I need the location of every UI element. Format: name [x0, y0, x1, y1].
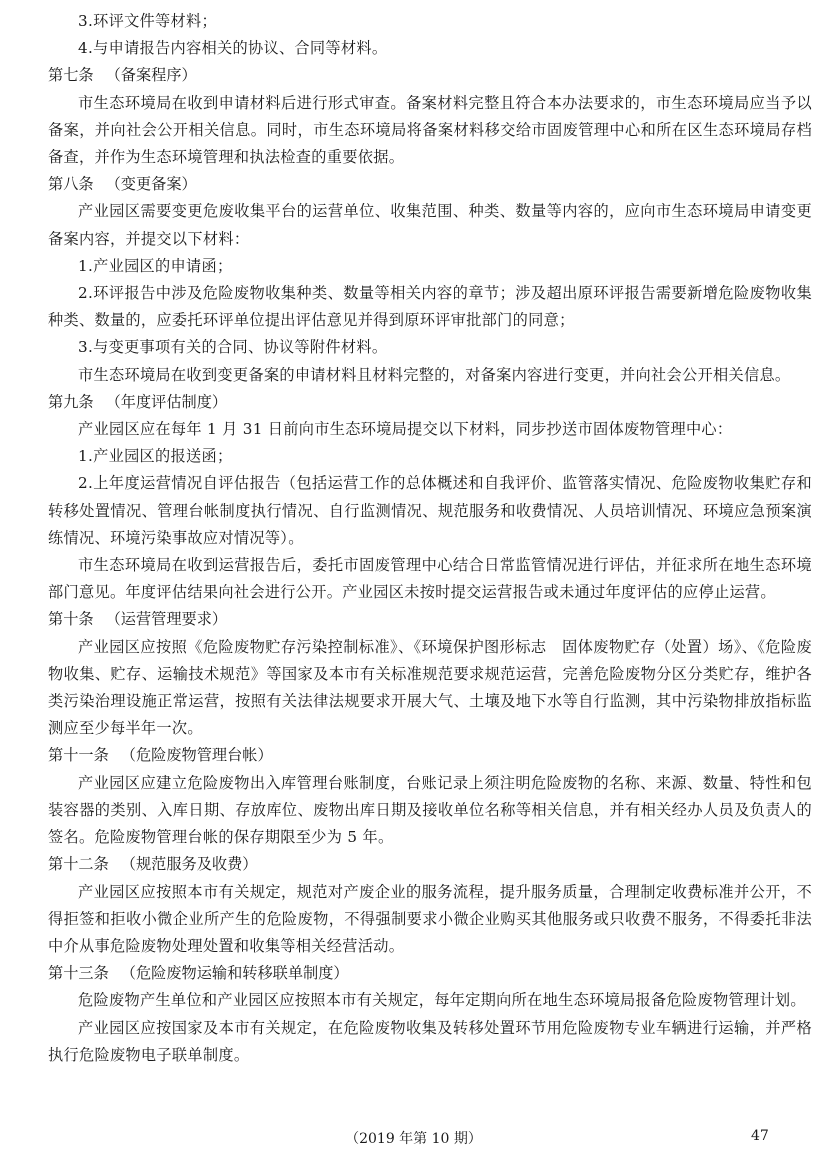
- body-paragraph: 4.与申请报告内容相关的协议、合同等材料。: [78, 39, 388, 58]
- article-heading: [48, 960, 812, 987]
- body-paragraph: 1.产业园区的报送函；: [78, 447, 233, 466]
- body-paragraph: 3.与变更事项有关的合同、协议等附件材料。: [78, 338, 388, 357]
- body-paragraph: 产业园区应按国家及本市有关规定，在危险废物收集及转移处置环节用危险废物专业车辆进行运输，并严格执行危险废物电子联单制度。: [48, 1018, 812, 1064]
- issue-label: （2019 年第 10 期）: [345, 1131, 482, 1147]
- article-number: 第十二条: [48, 855, 109, 874]
- body-paragraph: 3.环评文件等材料；: [78, 12, 217, 30]
- body-paragraph: 产业园区需要变更危废收集平台的运营单位、收集范围、种类、数量等内容的，应向市生态环境局申请变更备案内容，并提交以下材料：: [48, 202, 812, 248]
- article-title: （年度评估制度）: [105, 392, 228, 411]
- article-title: （备案程序）: [105, 66, 197, 85]
- body-paragraph: 1.产业园区的申请函；: [78, 256, 233, 275]
- document-body: [48, 8, 812, 1069]
- article-heading: [48, 606, 812, 633]
- article-title: （变更备案）: [105, 175, 197, 194]
- article-number: 第十三条: [48, 964, 109, 983]
- body-paragraph: 市生态环境局在收到申请材料后进行形式审查。备案材料完整且符合本办法要求的，市生态环境局应当予以备案，并向社会公开相关信息。同时，市生态环境局将备案材料移交给市固废管理中心和所在区生态环境局存档备查，并作为生态环境管理和执法检查的重要依据。: [48, 93, 812, 167]
- article-heading: [48, 171, 812, 198]
- page-number: 47: [751, 1128, 769, 1144]
- body-paragraph: 市生态环境局在收到运营报告后，委托市固废管理中心结合日常监管情况进行评估，并征求所在地生态环境部门意见。年度评估结果向社会进行公开。产业园区未按时提交运营报告或未通过年度评估的应停止运营。: [48, 556, 812, 602]
- article-number: 第七条: [48, 66, 94, 85]
- body-paragraph: 产业园区应建立危险废物出入库管理台账制度，台账记录上须注明危险废物的名称、来源、数量、特性和包装容器的类别、入库日期、存放库位、废物出库日期及接收单位名称等相关信息，并有相关经办人员及负责人的签名。危险废物管理台帐的保存期限至少为 5 年。: [48, 773, 812, 847]
- article-number: 第九条: [48, 392, 94, 411]
- article-heading: [48, 742, 812, 769]
- body-paragraph: 2.上年度运营情况自评估报告（包括运营工作的总体概述和自我评价、监管落实情况、危险废物收集贮存和转移处置情况、管理台帐制度执行情况、自行监测情况、规范服务和收费情况、人员培训情况、环境应急预案演练情况、环境污染事故应对情况等）。: [48, 474, 812, 547]
- body-paragraph: 危险废物产生单位和产业园区应按照本市有关规定，每年定期向所在地生态环境局报备危险废物管理计划。: [78, 991, 806, 1010]
- article-heading: [48, 62, 812, 89]
- body-paragraph: 产业园区应按照《危险废物贮存污染控制标准》、《环境保护图形标志 固体废物贮存（处置）场》、《危险废物收集、贮存、运输技术规范》等国家及本市有关标准规范要求规范运营，完善危险废物分区分类贮存，维护各类污染治理设施正常运营，按照有关法律法规要求开展大气、土壤及地下水等自行监测，其中污染物排放指标监测应至少每半年一次。: [48, 637, 812, 738]
- body-paragraph: 市生态环境局在收到变更备案的申请材料且材料完整的，对备案内容进行变更，并向社会公开相关信息。: [78, 365, 791, 384]
- article-number: 第十一条: [48, 746, 109, 765]
- article-title: （规范服务及收费）: [120, 855, 258, 874]
- article-heading: [48, 851, 812, 878]
- page-footer: [0, 1128, 827, 1152]
- article-heading: [48, 389, 812, 416]
- article-number: 第十条: [48, 610, 94, 629]
- body-paragraph: 产业园区应按照本市有关规定，规范对产废企业的服务流程，提升服务质量，合理制定收费标准并公开，不得拒签和拒收小微企业所产生的危险废物，不得强制要求小微企业购买其他服务或只收费不服务，不得委托非法中介从事危险废物处理处置和收集等相关经营活动。: [48, 882, 812, 955]
- article-title: （危险废物运输和转移联单制度）: [120, 964, 349, 983]
- body-paragraph: 2.环评报告中涉及危险废物收集种类、数量等相关内容的章节；涉及超出原环评报告需要新增危险废物收集种类、数量的，应委托环评单位提出评估意见并得到原环评审批部门的同意；: [48, 284, 812, 330]
- body-paragraph: 产业园区应在每年 1 月 31 日前向市生态环境局提交以下材料，同步抄送市固体废物管理中心：: [78, 420, 733, 439]
- article-title: （运营管理要求）: [105, 610, 228, 629]
- article-title: （危险废物管理台帐）: [120, 746, 273, 765]
- article-number: 第八条: [48, 175, 94, 194]
